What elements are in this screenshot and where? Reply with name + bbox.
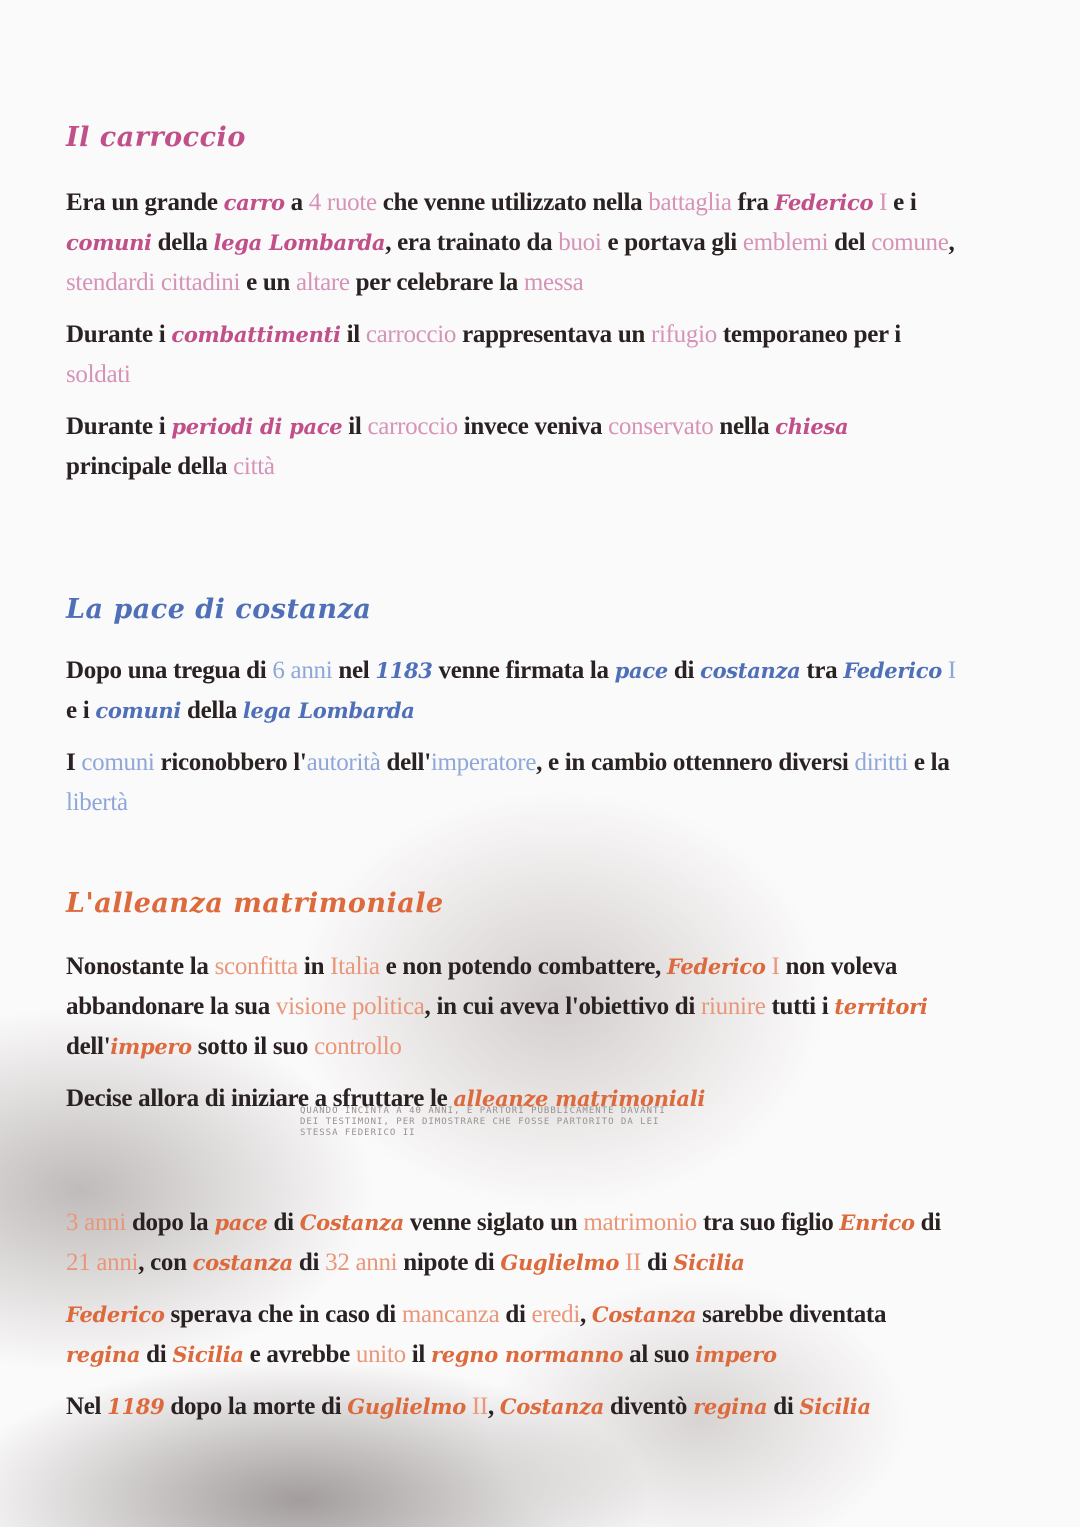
highlighted-term: Federico — [666, 954, 766, 979]
highlighted-term: impero — [695, 1342, 777, 1367]
highlighted-term: città — [233, 453, 275, 480]
highlighted-term: Costanza — [499, 1394, 605, 1419]
text-run: venne siglato un — [403, 1209, 584, 1236]
highlighted-term: Costanza — [591, 1302, 697, 1327]
section-carroccio — [66, 122, 956, 499]
highlighted-term: carroccio — [367, 413, 458, 440]
text-run: nel — [332, 657, 376, 684]
highlighted-term: visione politica — [275, 993, 425, 1020]
highlighted-term: unito — [355, 1341, 406, 1368]
text-run: di — [667, 657, 701, 684]
text-run: non voleva abbandonare la sua — [66, 953, 898, 1020]
highlighted-term: impero — [110, 1034, 192, 1059]
text-run: e la — [907, 749, 950, 776]
text-run: invece veniva — [457, 413, 609, 440]
highlighted-term: rifugio — [650, 321, 717, 348]
highlighted-term: costanza — [700, 658, 801, 683]
highlighted-term: carroccio — [365, 321, 457, 348]
text-run: sarebbe diventata — [696, 1301, 887, 1328]
highlighted-term: chiesa — [775, 414, 849, 439]
highlighted-term: imperatore — [430, 749, 537, 776]
highlighted-term: soldati — [66, 361, 131, 388]
highlighted-term: pace — [614, 658, 668, 683]
text-run: e i — [887, 189, 917, 216]
text-run: al suo — [623, 1341, 696, 1368]
section-body — [66, 651, 956, 823]
text-run: che venne utilizzato nella — [376, 189, 649, 216]
text-run: e i — [66, 697, 96, 724]
text-run: dopo la morte di — [164, 1393, 348, 1420]
highlighted-term: territori — [834, 994, 928, 1019]
handwritten-note: QUANDO INCINTA A 40 ANNI, E PARTORÌ PUBBLICAMENTE DAVANTI DEI TESTIMONI, PER DIMOSTRARE CHE FOSSE PARTORITO DA LEI STESSA FEDERICO II — [300, 1106, 666, 1138]
paragraph — [66, 1203, 956, 1283]
highlighted-term: alleanze matrimoniali — [453, 1086, 706, 1111]
highlighted-term: II — [619, 1249, 642, 1276]
highlighted-term: I — [873, 189, 888, 216]
text-run: e avrebbe — [243, 1341, 356, 1368]
highlighted-term: 21 anni — [66, 1249, 139, 1276]
highlighted-term: 1189 — [107, 1394, 165, 1419]
text-run: il — [340, 321, 366, 348]
highlighted-term: pace — [214, 1210, 268, 1235]
highlighted-term: 1183 — [375, 658, 433, 683]
text-run: Dopo una tregua di — [66, 657, 273, 684]
paragraph — [66, 1387, 956, 1427]
text-run: del — [828, 229, 872, 256]
text-run: I — [66, 749, 82, 776]
text-run: , con — [138, 1249, 193, 1276]
highlighted-term: periodi di pace — [171, 414, 343, 439]
text-run: Durante i — [66, 321, 172, 348]
highlighted-term: messa — [523, 269, 584, 296]
highlighted-term: regina — [66, 1342, 141, 1367]
text-run: , — [580, 1301, 592, 1328]
text-run: di — [914, 1209, 941, 1236]
text-run: tra suo figlio — [697, 1209, 840, 1236]
text-run: dell' — [66, 1033, 111, 1060]
text-run: , e in cambio ottennero diversi — [536, 749, 855, 776]
paragraph — [66, 947, 956, 1067]
highlighted-term: I — [765, 953, 780, 980]
highlighted-term: emblemi — [742, 229, 829, 256]
paragraph — [66, 651, 956, 731]
text-run: per celebrare la — [349, 269, 524, 296]
highlighted-term: Guglielmo — [500, 1250, 620, 1275]
text-run: di — [140, 1341, 173, 1368]
highlighted-term: carro — [223, 190, 285, 215]
highlighted-term: I — [941, 657, 956, 684]
highlighted-term: Guglielmo — [347, 1394, 466, 1419]
text-run: Decise allora di iniziare a sfruttare le — [66, 1085, 454, 1112]
highlighted-term: Federico — [66, 1302, 165, 1327]
highlighted-term: 32 anni — [325, 1249, 398, 1276]
section-body — [66, 183, 956, 487]
paragraph — [66, 1295, 956, 1375]
highlighted-term: conservato — [608, 413, 714, 440]
section-pace-di-costanza — [66, 594, 956, 835]
text-run: Nonostante la — [66, 953, 215, 980]
highlighted-term: Italia — [330, 953, 380, 980]
text-run: della — [181, 697, 243, 724]
text-run: a — [284, 189, 309, 216]
text-run: e un — [240, 269, 296, 296]
highlighted-term: lega Lombarda — [242, 698, 415, 723]
text-run: fra — [731, 189, 775, 216]
highlighted-term: comuni — [95, 698, 182, 723]
text-run: Durante i — [66, 413, 172, 440]
text-run: sperava che in caso di — [164, 1301, 402, 1328]
highlighted-term: 6 anni — [272, 657, 333, 684]
highlighted-term: Sicilia — [799, 1394, 871, 1419]
text-run: Era un grande — [66, 189, 224, 216]
highlighted-term: lega Lombarda — [213, 230, 386, 255]
highlighted-term: comuni — [66, 230, 152, 255]
highlighted-term: comuni — [81, 749, 155, 776]
text-run: Nel — [66, 1393, 108, 1420]
text-run: riconobbero l' — [154, 749, 307, 776]
highlighted-term: riunire — [700, 993, 766, 1020]
highlighted-term: altare — [295, 269, 350, 296]
section-title: La pace di costanza — [66, 594, 372, 625]
paragraph — [66, 183, 956, 303]
text-run: e non potendo combattere, — [379, 953, 667, 980]
highlighted-term: sconfitta — [214, 953, 298, 980]
text-run: nella — [713, 413, 776, 440]
text-run: di — [292, 1249, 326, 1276]
paragraph — [66, 315, 956, 395]
highlighted-term: Sicilia — [172, 1342, 244, 1367]
text-run: il — [342, 413, 368, 440]
highlighted-term: stendardi cittadini — [66, 269, 241, 296]
highlighted-term: libertà — [66, 789, 128, 816]
text-run: tra — [800, 657, 844, 684]
text-run: il — [405, 1341, 432, 1368]
text-run: principale della — [66, 453, 234, 480]
highlighted-term: comune — [871, 229, 949, 256]
section-body — [66, 947, 956, 1427]
highlighted-term: Costanza — [299, 1210, 404, 1235]
highlighted-term: battaglia — [648, 189, 732, 216]
highlighted-term: combattimenti — [171, 322, 341, 347]
text-run: di — [641, 1249, 674, 1276]
text-run: venne firmata la — [432, 657, 615, 684]
text-run: sotto il suo — [191, 1033, 315, 1060]
highlighted-term: II — [465, 1393, 488, 1420]
highlighted-term: Sicilia — [673, 1250, 745, 1275]
highlighted-term: 3 anni — [66, 1209, 126, 1236]
highlighted-term: matrimonio — [583, 1209, 697, 1236]
text-run: tutti i — [765, 993, 835, 1020]
text-run: in — [297, 953, 331, 980]
text-run: , — [487, 1393, 500, 1420]
highlighted-term: mancanza — [401, 1301, 500, 1328]
highlighted-term: Federico — [843, 658, 942, 683]
text-run: nipote di — [397, 1249, 501, 1276]
text-run: diventò — [604, 1393, 694, 1420]
text-run: dell' — [380, 749, 431, 776]
highlighted-term: controllo — [314, 1033, 402, 1060]
text-run: temporaneo per i — [716, 321, 901, 348]
text-run: di — [499, 1301, 532, 1328]
text-run: rappresentava un — [456, 321, 651, 348]
highlighted-term: costanza — [192, 1250, 293, 1275]
section-title: Il carroccio — [66, 122, 246, 153]
section-title: L'alleanza matrimoniale — [66, 888, 444, 919]
highlighted-term: autorità — [306, 749, 381, 776]
text-run: e portava gli — [601, 229, 743, 256]
text-run: , — [948, 229, 955, 256]
text-run: dopo la — [126, 1209, 215, 1236]
highlighted-term: buoi — [558, 229, 602, 256]
text-run: di — [767, 1393, 800, 1420]
highlighted-term: 4 ruote — [308, 189, 377, 216]
highlighted-term: eredi — [531, 1301, 581, 1328]
highlighted-term: diritti — [854, 749, 908, 776]
text-run: , era trainato da — [385, 229, 559, 256]
text-run: di — [267, 1209, 300, 1236]
text-run: della — [151, 229, 214, 256]
highlighted-term: Federico — [774, 190, 874, 215]
text-run: , in cui aveva l'obiettivo di — [424, 993, 701, 1020]
highlighted-term: regno normanno — [431, 1342, 624, 1367]
highlighted-term: regina — [693, 1394, 768, 1419]
paragraph — [66, 743, 956, 823]
section-alleanza-matrimoniale — [66, 888, 956, 1439]
paragraph — [66, 407, 956, 487]
highlighted-term: Enrico — [839, 1210, 915, 1235]
